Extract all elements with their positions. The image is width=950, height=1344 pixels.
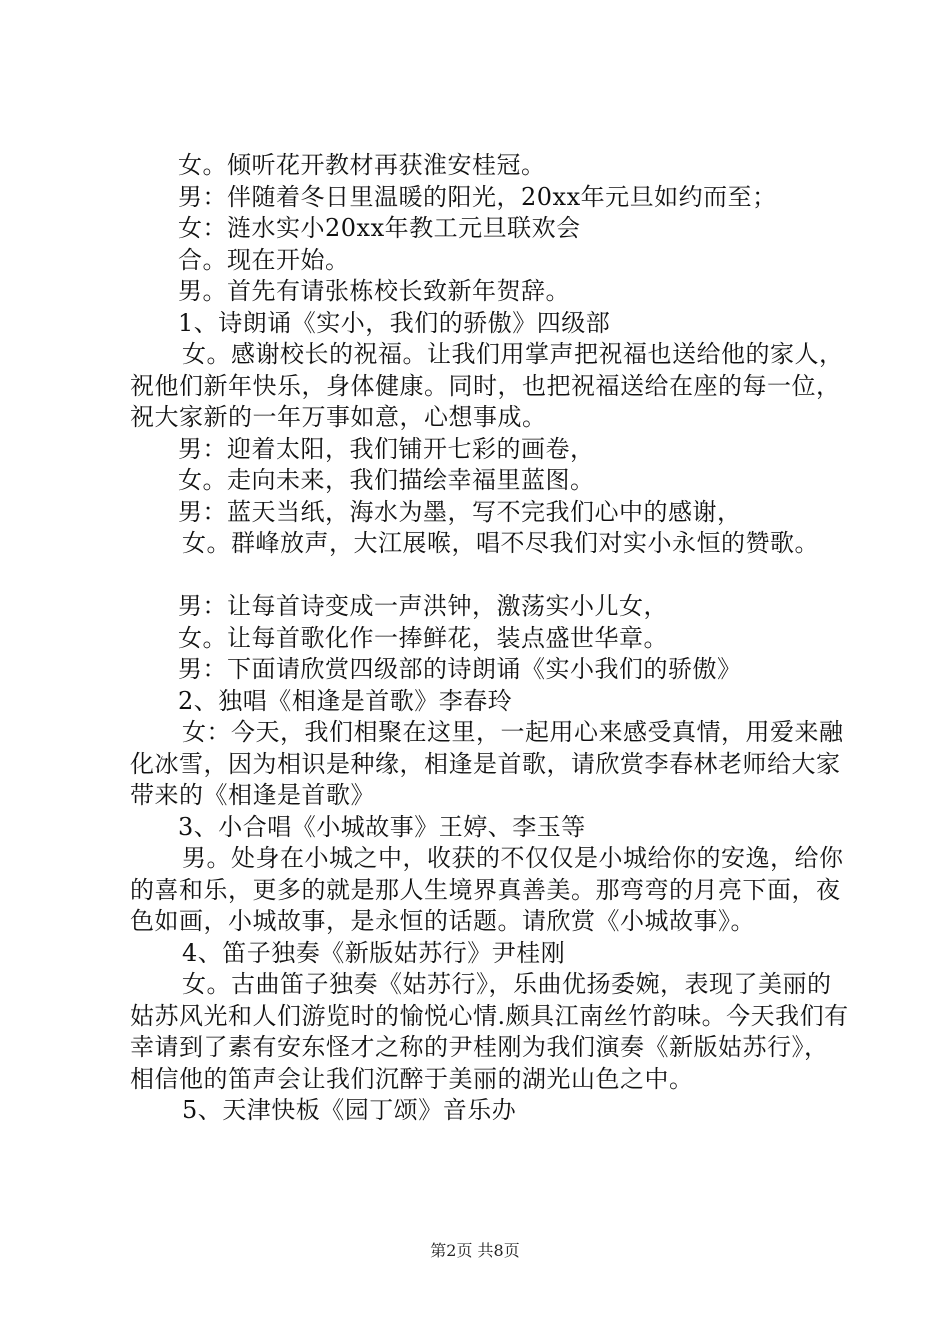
program-item-heading: 5、天津快板《园丁颂》音乐办	[182, 1096, 517, 1124]
program-item-heading: 4、笛子独奏《新版姑苏行》尹桂刚	[182, 938, 566, 967]
document-body	[130, 150, 850, 1127]
program-item-heading: 1、诗朗诵《实小，我们的骄傲》四级部	[178, 308, 611, 337]
paragraph: 女：今天，我们相聚在这里，一起用心来感受真情，用爱来融化冰雪，因为相识是种缘，相逢是首歌，请欣赏李春林老师给大家带来的《相逢是首歌》	[130, 718, 844, 809]
paragraph: 男：蓝天当纸，海水为墨，写不完我们心中的感谢，	[178, 497, 742, 526]
paragraph: 男：下面请欣赏四级部的诗朗诵《实小我们的骄傲》	[178, 655, 742, 683]
program-item-heading: 2、独唱《相逢是首歌》李春玲	[178, 686, 513, 715]
paragraph: 女。倾听花开教材再获淮安桂冠。	[178, 151, 546, 179]
paragraph: 女。走向未来，我们描绘幸福里蓝图。	[178, 466, 595, 494]
program-item-heading: 3、小合唱《小城故事》王婷、李玉等	[178, 812, 586, 841]
paragraph: 男：让每首诗变成一声洪钟，激荡实小儿女，	[178, 592, 668, 620]
paragraph: 合。现在开始。	[178, 245, 350, 274]
paragraph: 女。感谢校长的祝福。让我们用掌声把祝福也送给他的家人，祝他们新年快乐，身体健康。同时，也把祝福送给在座的每一位，祝大家新的一年万事如意，心想事成。	[130, 340, 844, 431]
paragraph: 女。群峰放声，大江展喉，唱不尽我们对实小永恒的赞歌。	[182, 529, 819, 557]
paragraph: 男：伴随着冬日里温暖的阳光，20xx年元旦如约而至；	[178, 182, 777, 211]
page-number-footer: 第2页 共8页	[430, 1241, 520, 1260]
blank-line	[130, 560, 850, 592]
paragraph: 女。让每首歌化作一捧鲜花，装点盛世华章。	[178, 623, 668, 652]
paragraph: 女。古曲笛子独奏《姑苏行》，乐曲优扬委婉，表现了美丽的姑苏风光和人们游览时的愉悦心情.颇具江南丝竹韵味。今天我们有幸请到了素有安东怪才之称的尹桂刚为我们演奏《新版姑苏行》，相信他的笛声会让我们沉醉于美丽的湖光山色之中。	[130, 970, 849, 1093]
paragraph: 男。首先有请张栋校长致新年贺辞。	[178, 277, 570, 305]
paragraph: 女：涟水实小20xx年教工元旦联欢会	[178, 214, 581, 242]
paragraph: 男。处身在小城之中，收获的不仅仅是小城给你的安逸，给你的喜和乐，更多的就是那人生境界真善美。那弯弯的月亮下面，夜色如画，小城故事，是永恒的话题。请欣赏《小城故事》。	[130, 844, 844, 935]
paragraph: 男：迎着太阳，我们铺开七彩的画卷，	[178, 434, 595, 463]
